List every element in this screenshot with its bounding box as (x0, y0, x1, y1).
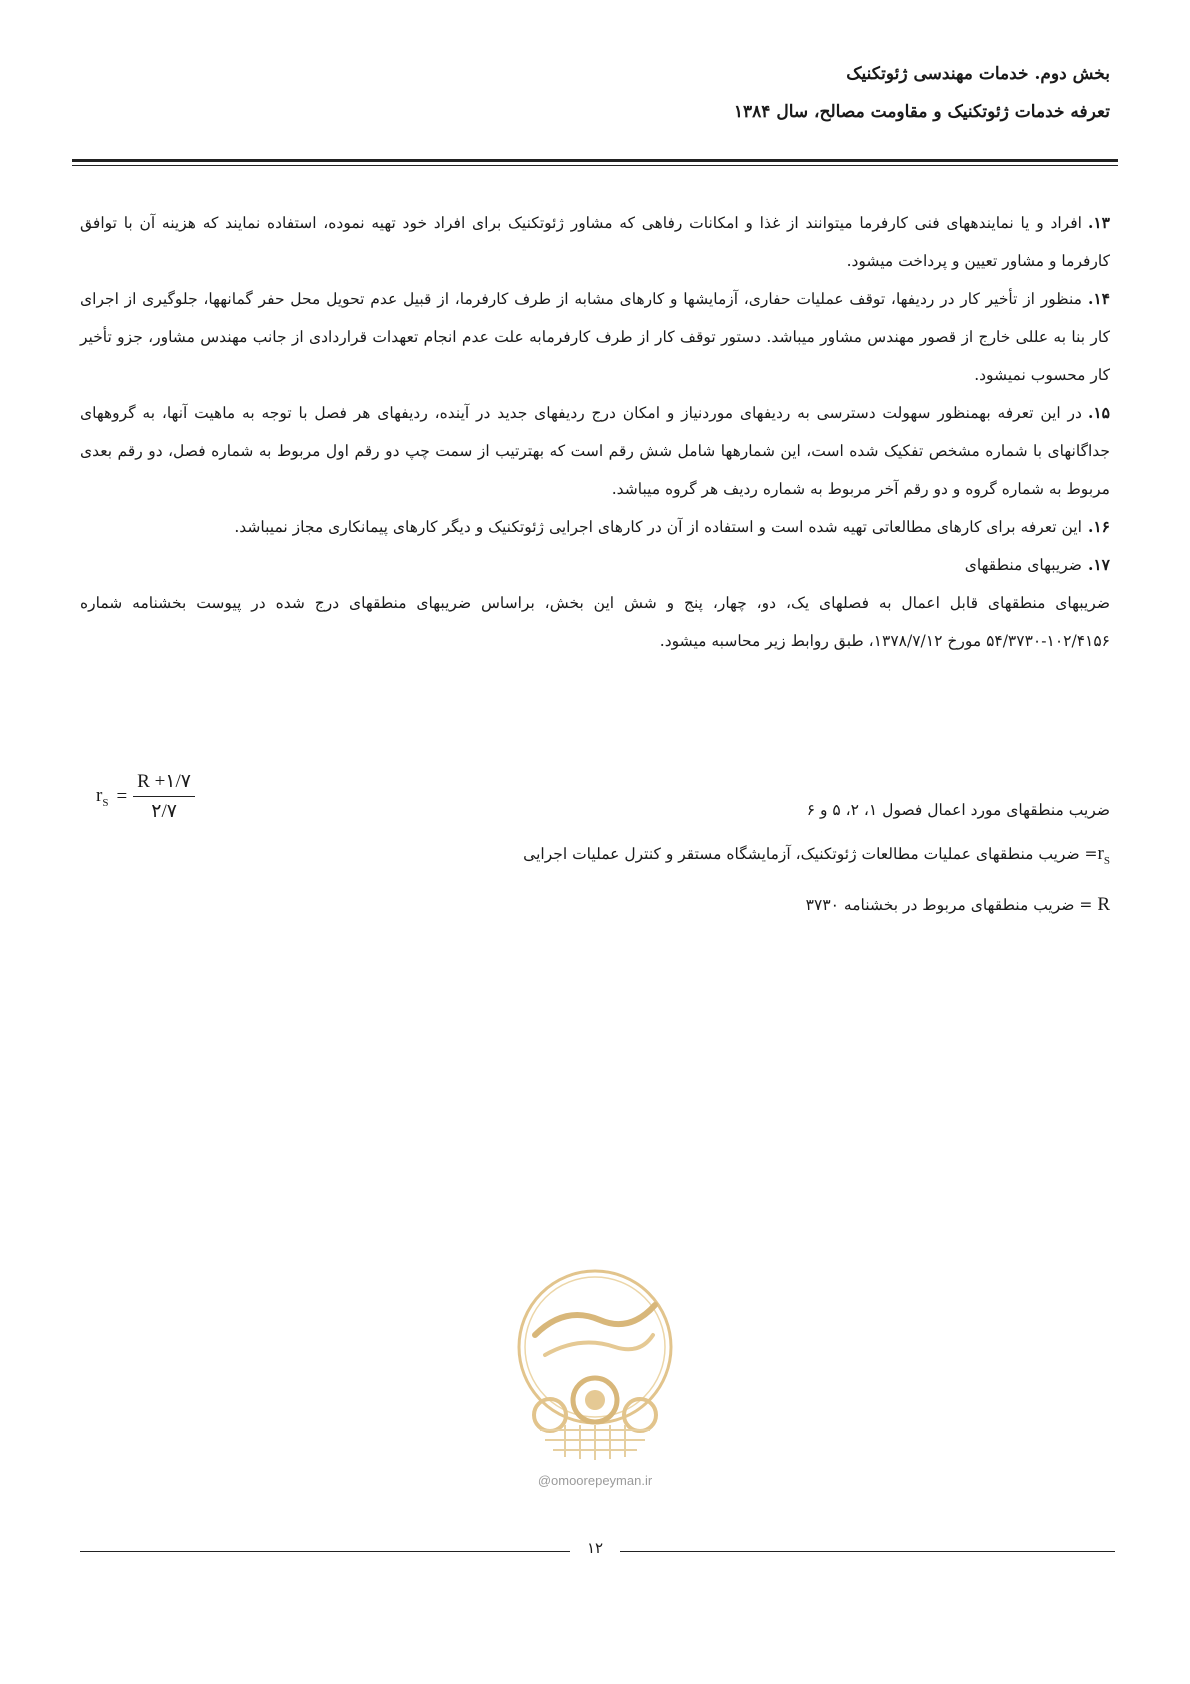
body-text (80, 204, 1110, 660)
document-title: تعرفه خدمات ژئوتکنیک و مقاومت مصالح، سال ۱۳۸۴ (733, 102, 1110, 122)
paragraph-text: این تعرفه برای کارهای مطالعاتی تهیه شده است و استفاده از آن در کارهای اجرایی ژئوتکنیک و دیگر کارهای پیمانکاری مجاز نمیباشد. (234, 518, 1082, 536)
r-symbol: R (1097, 893, 1110, 915)
formula-definitions (470, 788, 1110, 927)
paragraph-16 (80, 508, 1110, 546)
paragraph-17-body (80, 584, 1110, 660)
formula-equals: = (116, 785, 128, 807)
paragraph-13 (80, 204, 1110, 280)
paragraph-text: ضریبهای منطقهای (964, 556, 1082, 574)
page-header (80, 58, 1110, 128)
page-number: ۱۲ (586, 1539, 604, 1557)
paragraph-number: ۱۶. (1087, 517, 1110, 536)
formula-denominator: ۲/۷ (151, 801, 177, 822)
paragraph-15 (80, 394, 1110, 508)
formula-numerator: R +۱/۷ (133, 770, 195, 797)
regional-factor-formula (96, 770, 195, 823)
footer-rule-left (80, 1551, 570, 1552)
header-rule-thick (72, 159, 1118, 162)
paragraph-number: ۱۷. (1087, 555, 1110, 574)
paragraph-number: ۱۵. (1087, 403, 1110, 422)
paragraph-text: در این تعرفه بهمنظور سهولت دسترسی به ردیفهای موردنیاز و امکان درج ردیفهای جدید در آینده، ردیفهای هر فصل با توجه به ماهیت آنها، به گروههای جداگانهای با شماره مشخص تفکیک شده است، این شمارهها شامل شش رقم است که بهترتیب از سمت چپ دو رقم اول مربوط به شماره فصل، دو رقم بعدی مربوط به شماره گروه و دو رقم آخر مربوط به شماره ردیف هر گروه میباشد. (80, 404, 1110, 498)
definitions-title: ضریب منطقهای مورد اعمال فصول ۱، ۲، ۵ و ۶ (806, 801, 1110, 819)
formula-fraction (133, 770, 195, 823)
footer-rule-right (620, 1551, 1115, 1552)
watermark-logo (505, 1265, 685, 1465)
r-description: = ضریب منطقهای مربوط در بخشنامه ۳۷۳۰ (805, 895, 1093, 914)
paragraph-text: ضریبهای منطقهای قابل اعمال به فصلهای یک، دو، چهار، پنج و شش این بخش، براساس ضریبهای منطقهای درج شده در پیوست بخشنامه شماره ۱۰۲/۴۱۵۶-۵۴/۳۷۳۰ مورخ ۱۳۷۸/۷/۱۲، طبق روابط زیر محاسبه میشود. (80, 594, 1110, 650)
rs-description: = ضریب منطقهای عملیات مطالعات ژئوتکنیک، آزمایشگاه مستقر و کنترل عملیات اجرایی (523, 845, 1098, 863)
definition-r (470, 883, 1110, 927)
watermark-site: @omoorepeyman.ir (537, 1473, 653, 1488)
section-title: بخش دوم. خدمات مهندسی ژئوتکنیک (846, 64, 1110, 84)
paragraph-text: منظور از تأخیر کار در ردیفها، توقف عملیات حفاری، آزمایشها و کارهای مشابه از طرف کارفرما، از قبیل عدم تحویل محل حفر گمانهها، جلوگیری از اجرای کار بنا به عللی خارج از قصور مهندس مشاور میباشد. دستور توقف کار از طرف کارفرمابه علت عدم انجام تعهدات قراردادی از جانب مهندس مشاور، جزو تأخیر کار محسوب نمیشود. (80, 290, 1110, 384)
paragraph-17 (80, 546, 1110, 584)
paragraph-number: ۱۳. (1087, 213, 1110, 232)
definition-rs (470, 832, 1110, 883)
formula-lhs: $r_S$ (96, 784, 109, 809)
formula-block (80, 770, 1110, 915)
rs-symbol: $r_S$ (1097, 843, 1110, 867)
paragraph-text: افراد و یا نمایندههای فنی کارفرما میتوانند از غذا و امکانات رفاهی که مشاور ژئوتکنیک برای افراد خود تهیه نموده، استفاده نمایند که هزینه آن با توافق کارفرما و مشاور تعیین و پرداخت میشود. (80, 214, 1110, 270)
header-rule-thin (72, 165, 1118, 166)
paragraph-number: ۱۴. (1087, 289, 1110, 308)
paragraph-14 (80, 280, 1110, 394)
